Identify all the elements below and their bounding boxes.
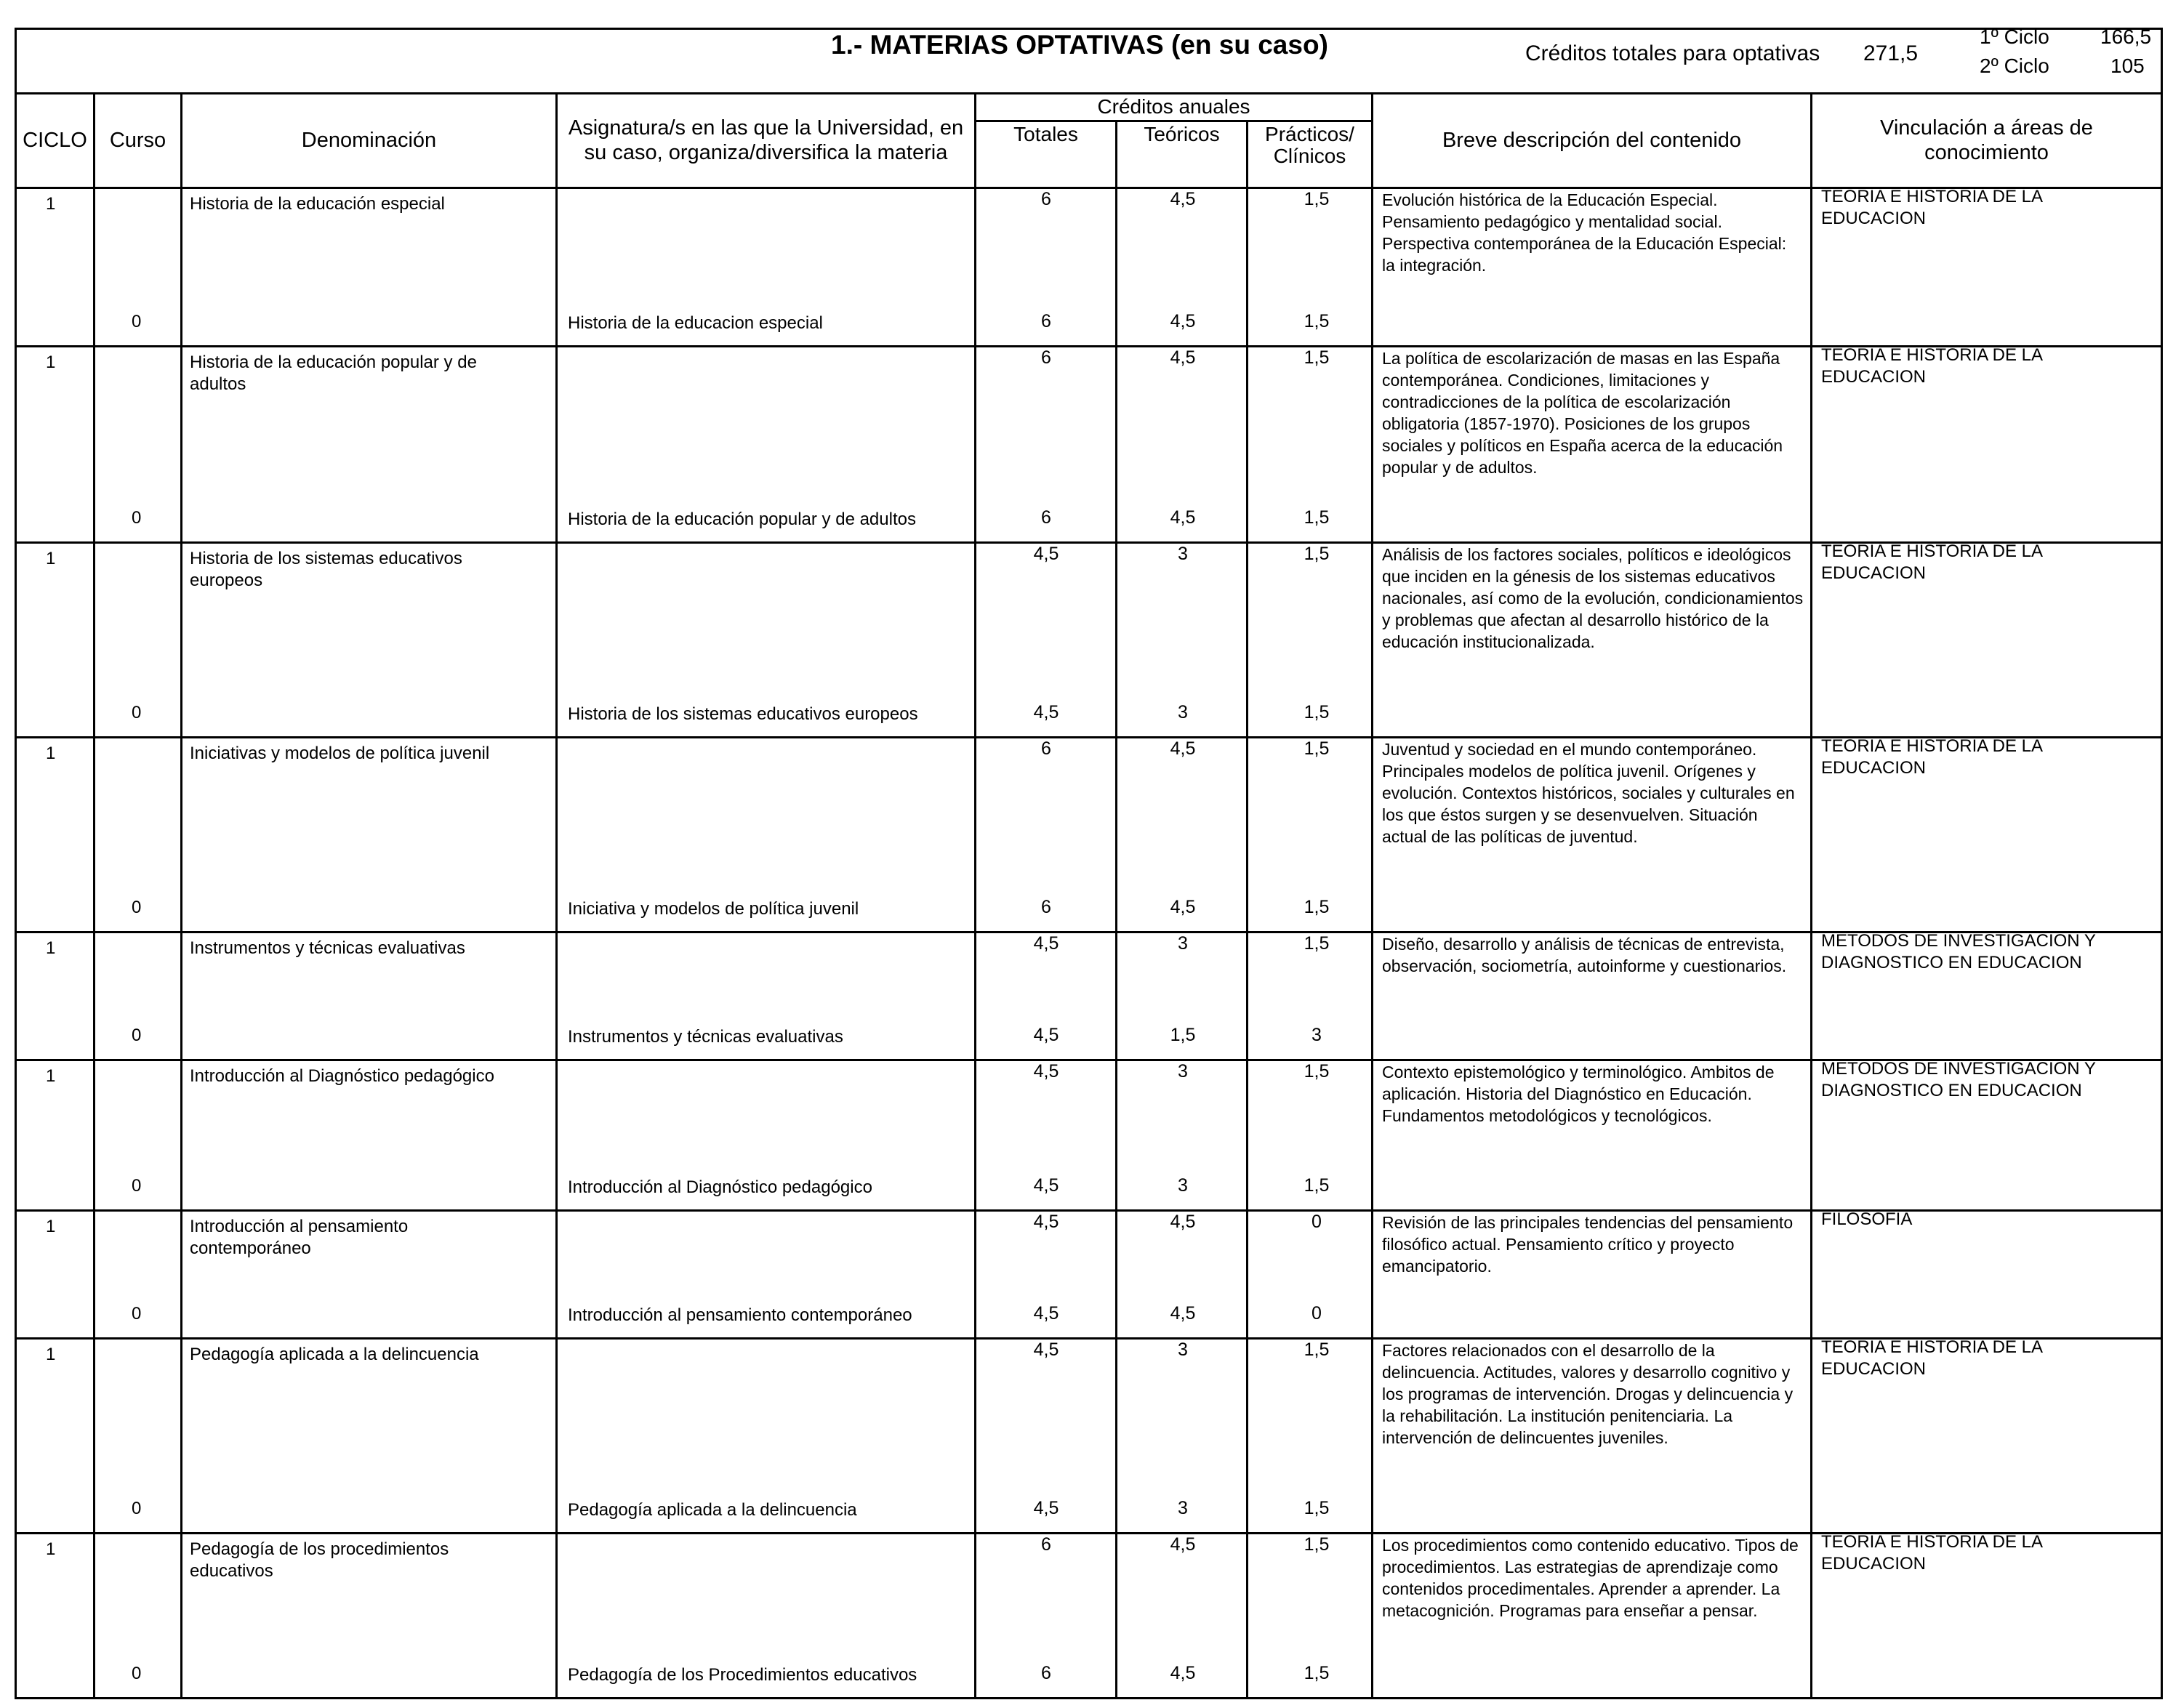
page-title: 1.- MATERIAS OPTATIVAS (en su caso) — [831, 30, 1328, 60]
practicos-value-1: 1,5 — [1304, 544, 1330, 564]
asignatura-value: Iniciativa y modelos de política juvenil — [568, 899, 859, 919]
totales-value-1: 4,5 — [1033, 1340, 1059, 1360]
cell-practicos — [1248, 544, 1373, 736]
area-value: METODOS DE INVESTIGACION Y DIAGNOSTICO EN EDUCACION — [1821, 931, 2096, 972]
ciclo-value: 1 — [46, 1539, 56, 1559]
area-value: TEORIA E HISTORIA DE LA EDUCACION — [1821, 541, 2042, 583]
cell-denominacion — [182, 738, 558, 931]
teoricos-value-1: 4,5 — [1170, 189, 1196, 209]
cell-denominacion — [182, 1061, 558, 1209]
cell-practicos — [1248, 189, 1373, 345]
denominacion-value: Pedagogía aplicada a la delincuencia — [190, 1345, 479, 1364]
cell-asignatura — [558, 1212, 976, 1337]
denominacion-value: Historia de los sistemas educativos europeos — [190, 549, 462, 590]
col-curso: Curso — [95, 93, 182, 187]
total-credits-label: Créditos totales para optativas — [1525, 41, 1820, 65]
table-row — [15, 933, 2163, 1061]
cell-ciclo — [17, 1212, 95, 1337]
totales-value-2: 6 — [1041, 507, 1051, 528]
asignatura-value: Historia de los sistemas educativos europeos — [568, 704, 918, 724]
ciclo-value: 1 — [46, 938, 56, 958]
asignatura-value: Pedagogía de los Procedimientos educativos — [568, 1665, 917, 1685]
ciclo-value: 1 — [46, 353, 56, 372]
cell-denominacion — [182, 1212, 558, 1337]
cell-denominacion — [182, 933, 558, 1059]
col-ciclo: CICLO — [17, 93, 95, 187]
ciclo-value: 1 — [46, 1217, 56, 1236]
cell-totales — [976, 544, 1117, 736]
curso-value: 0 — [132, 1304, 142, 1324]
curso-value: 0 — [132, 898, 142, 917]
cell-teoricos — [1117, 189, 1248, 345]
asignatura-value: Instrumentos y técnicas evaluativas — [568, 1027, 843, 1047]
descripcion-value: Revisión de las principales tendencias del pensamiento filosófico actual. Pensamiento crítico y proyecto emancipatorio. — [1382, 1213, 1794, 1276]
teoricos-value-2: 3 — [1178, 1175, 1188, 1196]
cell-practicos — [1248, 738, 1373, 931]
totales-value-1: 4,5 — [1033, 1212, 1059, 1232]
cell-totales — [976, 189, 1117, 345]
cell-ciclo — [17, 544, 95, 736]
asignatura-value: Historia de la educacion especial — [568, 313, 823, 333]
cell-teoricos — [1117, 1212, 1248, 1337]
teoricos-value-2: 4,5 — [1170, 311, 1196, 331]
table-row — [15, 1337, 2163, 1534]
col-totales: Totales — [976, 122, 1117, 187]
cell-totales — [976, 933, 1117, 1059]
teoricos-value-1: 3 — [1178, 933, 1188, 954]
ciclo-value: 1 — [46, 1345, 56, 1364]
totales-value-2: 6 — [1041, 1663, 1051, 1683]
table-row — [15, 1209, 2163, 1340]
optional-subjects-sheet — [15, 25, 2163, 1699]
totales-value-2: 6 — [1041, 311, 1051, 331]
totales-value-1: 6 — [1041, 347, 1051, 368]
asignatura-value: Introducción al pensamiento contemporáneo — [568, 1305, 912, 1325]
cell-area — [1812, 1534, 2161, 1697]
cell-practicos — [1248, 1061, 1373, 1209]
descripcion-value: Factores relacionados con el desarrollo de la delincuencia. Actitudes, valores y desarrollo cognitivo y los programas de intervención. Drogas y delincuencia y la rehabilitación. La institución penitenciaria. La intervención de delincuentes juveniles. — [1382, 1341, 1794, 1447]
cell-curso — [95, 347, 182, 541]
teoricos-value-1: 4,5 — [1170, 738, 1196, 759]
totales-value-1: 4,5 — [1033, 544, 1059, 564]
cell-teoricos — [1117, 544, 1248, 736]
practicos-value-2: 3 — [1312, 1025, 1322, 1045]
cell-teoricos — [1117, 738, 1248, 931]
descripcion-value: Diseño, desarrollo y análisis de técnicas de entrevista, observación, sociometría, autoinforme y cuestionarios. — [1382, 935, 1787, 975]
totales-value-1: 6 — [1041, 738, 1051, 759]
teoricos-value-2: 4,5 — [1170, 897, 1196, 917]
curso-value: 0 — [132, 1026, 142, 1045]
area-value: TEORIA E HISTORIA DE LA EDUCACION — [1821, 1532, 2042, 1574]
col-descripcion: Breve descripción del contenido — [1373, 93, 1812, 187]
cycle2-label: 2º Ciclo — [1980, 55, 2049, 77]
cell-practicos — [1248, 1212, 1373, 1337]
curso-value: 0 — [132, 508, 142, 528]
cell-ciclo — [17, 1061, 95, 1209]
cell-totales — [976, 738, 1117, 931]
practicos-value-1: 1,5 — [1304, 738, 1330, 759]
cell-descripcion — [1373, 544, 1812, 736]
col-vinculacion: Vinculación a áreas de conocimiento — [1880, 116, 2093, 164]
table-row — [15, 1061, 2163, 1212]
totales-value-2: 6 — [1041, 897, 1051, 917]
cell-practicos — [1248, 933, 1373, 1059]
cycle2-value: 105 — [2110, 55, 2145, 77]
cell-area — [1812, 541, 2161, 736]
ciclo-value: 1 — [46, 194, 56, 214]
totales-value-1: 6 — [1041, 1534, 1051, 1555]
cell-teoricos — [1117, 1061, 1248, 1209]
totales-value-2: 4,5 — [1033, 1498, 1059, 1518]
cycle1-label: 1º Ciclo — [1980, 25, 2049, 48]
cell-ciclo — [17, 1340, 95, 1532]
area-value: TEORIA E HISTORIA DE LA EDUCACION — [1821, 345, 2042, 387]
cell-area — [1812, 933, 2161, 1059]
practicos-value-2: 1,5 — [1304, 1663, 1330, 1683]
denominacion-value: Instrumentos y técnicas evaluativas — [190, 938, 465, 958]
col-denominacion: Denominación — [182, 93, 558, 187]
cell-area — [1812, 1061, 2161, 1209]
practicos-value-1: 1,5 — [1304, 933, 1330, 954]
cell-totales — [976, 1340, 1117, 1532]
descripcion-value: Contexto epistemológico y terminológico. Ambitos de aplicación. Historia del Diagnóstico en Educación. Fundamentos metodológicos y tecnológicos. — [1382, 1063, 1775, 1125]
cell-ciclo — [17, 933, 95, 1059]
cell-curso — [95, 933, 182, 1059]
practicos-value-1: 0 — [1312, 1212, 1322, 1232]
cell-asignatura — [558, 933, 976, 1059]
denominacion-value: Iniciativas y modelos de política juvenil — [190, 744, 490, 763]
practicos-value-2: 1,5 — [1304, 311, 1330, 331]
cell-teoricos — [1117, 347, 1248, 541]
table-header — [15, 93, 2163, 189]
title-band — [15, 25, 2163, 94]
cell-asignatura — [558, 544, 976, 736]
cell-curso — [95, 1534, 182, 1697]
cell-totales — [976, 1534, 1117, 1697]
cell-totales — [976, 347, 1117, 541]
cell-descripcion — [1373, 1061, 1812, 1209]
teoricos-value-1: 4,5 — [1170, 347, 1196, 368]
cell-curso — [95, 738, 182, 931]
cell-curso — [95, 1340, 182, 1532]
cell-teoricos — [1117, 1340, 1248, 1532]
totales-value-2: 4,5 — [1033, 1303, 1059, 1324]
teoricos-value-1: 3 — [1178, 544, 1188, 564]
totales-value-2: 4,5 — [1033, 1175, 1059, 1196]
cell-totales — [976, 1212, 1117, 1337]
cell-asignatura — [558, 1340, 976, 1532]
area-value: TEORIA E HISTORIA DE LA EDUCACION — [1821, 187, 2042, 228]
totales-value-1: 6 — [1041, 189, 1051, 209]
cell-descripcion — [1373, 1340, 1812, 1532]
totales-value-1: 4,5 — [1033, 1061, 1059, 1081]
totales-value-2: 4,5 — [1033, 1025, 1059, 1045]
practicos-value-2: 0 — [1312, 1303, 1322, 1324]
cell-descripcion — [1373, 189, 1812, 345]
denominacion-value: Pedagogía de los procedimientos educativos — [190, 1539, 449, 1581]
table-row — [15, 1534, 2163, 1699]
practicos-value-1: 1,5 — [1304, 189, 1330, 209]
cell-curso — [95, 1061, 182, 1209]
teoricos-value-2: 3 — [1178, 702, 1188, 722]
table-row — [15, 347, 2163, 544]
cell-asignatura — [558, 1534, 976, 1697]
cell-descripcion — [1373, 1534, 1812, 1697]
asignatura-value: Introducción al Diagnóstico pedagógico — [568, 1177, 872, 1197]
cell-ciclo — [17, 189, 95, 345]
cell-descripcion — [1373, 1212, 1812, 1337]
teoricos-value-2: 4,5 — [1170, 1303, 1196, 1324]
practicos-value-1: 1,5 — [1304, 1061, 1330, 1081]
cell-area — [1812, 347, 2161, 541]
area-value: METODOS DE INVESTIGACION Y DIAGNOSTICO EN EDUCACION — [1821, 1059, 2096, 1100]
asignatura-value: Historia de la educación popular y de adultos — [568, 509, 916, 529]
cell-curso — [95, 1212, 182, 1337]
curso-value: 0 — [132, 703, 142, 722]
cell-denominacion — [182, 1340, 558, 1532]
cell-denominacion — [182, 189, 558, 345]
totales-value-2: 4,5 — [1033, 702, 1059, 722]
descripcion-value: Juventud y sociedad en el mundo contemporáneo. Principales modelos de política juvenil. Orígenes y evolución. Contextos históricos, sociales y culturales en los que éstos surgen y se desenvuelven. Situación actual de las políticas de juventud. — [1382, 740, 1795, 846]
curso-value: 0 — [132, 1664, 142, 1683]
area-value: TEORIA E HISTORIA DE LA EDUCACION — [1821, 1337, 2042, 1379]
cell-asignatura — [558, 189, 976, 345]
total-credits-value: 271,5 — [1863, 41, 1919, 65]
area-value: TEORIA E HISTORIA DE LA EDUCACION — [1821, 736, 2042, 778]
practicos-value-1: 1,5 — [1304, 1340, 1330, 1360]
practicos-value-2: 1,5 — [1304, 897, 1330, 917]
practicos-value-1: 1,5 — [1304, 347, 1330, 368]
teoricos-value-2: 3 — [1178, 1498, 1188, 1518]
cell-curso — [95, 544, 182, 736]
denominacion-value: Introducción al Diagnóstico pedagógico — [190, 1066, 494, 1086]
cell-teoricos — [1117, 1534, 1248, 1697]
teoricos-value-1: 3 — [1178, 1340, 1188, 1360]
cell-area — [1812, 738, 2161, 931]
totales-value-1: 4,5 — [1033, 933, 1059, 954]
descripcion-value: Evolución histórica de la Educación Especial. Pensamiento pedagógico y mentalidad social. Perspectiva contemporánea de la Educación Especial: la integración. — [1382, 190, 1787, 275]
cycle1-value: 166,5 — [2100, 25, 2152, 48]
table-row — [15, 738, 2163, 933]
descripcion-value: Los procedimientos como contenido educativo. Tipos de procedimientos. Las estrategias de aprendizaje como contenidos procedimentales. Aprender a aprender. La metacognición. Programas para enseñar a pensar. — [1382, 1536, 1799, 1620]
col-asignaturas: Asignatura/s en las que la Universidad, en su caso, organiza/diversifica la materia — [558, 93, 976, 187]
cell-denominacion — [182, 1534, 558, 1697]
cell-ciclo — [17, 1534, 95, 1697]
denominacion-value: Historia de la educación especial — [190, 194, 445, 214]
ciclo-value: 1 — [46, 549, 56, 568]
teoricos-value-1: 4,5 — [1170, 1534, 1196, 1555]
cell-practicos — [1248, 347, 1373, 541]
cell-asignatura — [558, 738, 976, 931]
practicos-value-2: 1,5 — [1304, 507, 1330, 528]
teoricos-value-2: 4,5 — [1170, 507, 1196, 528]
cell-totales — [976, 1061, 1117, 1209]
ciclo-value: 1 — [46, 744, 56, 763]
practicos-value-2: 1,5 — [1304, 1498, 1330, 1518]
practicos-value-1: 1,5 — [1304, 1534, 1330, 1555]
teoricos-value-2: 4,5 — [1170, 1663, 1196, 1683]
descripcion-value: Análisis de los factores sociales, políticos e ideológicos que inciden en la génesis de los sistemas educativos nacionales, así como de la evolución, condicionamientos y problemas que afectan al desarrollo histórico de la educación institucionalizada. — [1382, 545, 1804, 651]
cell-ciclo — [17, 347, 95, 541]
cell-area — [1812, 189, 2161, 345]
cell-descripcion — [1373, 738, 1812, 931]
col-creditos: Créditos anuales — [976, 93, 1373, 122]
cell-denominacion — [182, 544, 558, 736]
teoricos-value-1: 4,5 — [1170, 1212, 1196, 1232]
cell-asignatura — [558, 347, 976, 541]
curso-value: 0 — [132, 1176, 142, 1196]
teoricos-value-1: 3 — [1178, 1061, 1188, 1081]
cell-asignatura — [558, 1061, 976, 1209]
practicos-value-2: 1,5 — [1304, 702, 1330, 722]
denominacion-value: Introducción al pensamiento contemporáneo — [190, 1217, 409, 1258]
denominacion-value: Historia de la educación popular y de adultos — [190, 353, 477, 394]
asignatura-value: Pedagogía aplicada a la delincuencia — [568, 1500, 857, 1520]
cell-curso — [95, 189, 182, 345]
curso-value: 0 — [132, 312, 142, 331]
col-teoricos: Teóricos — [1117, 122, 1248, 187]
descripcion-value: La política de escolarización de masas en las España contemporánea. Condiciones, limitaciones y contradicciones de la política de escolarización obligatoria (1857-1970). Posiciones de los grupos sociales y políticos en España acerca de la educación popular y de adultos. — [1382, 349, 1783, 477]
cell-practicos — [1248, 1534, 1373, 1697]
cell-denominacion — [182, 347, 558, 541]
teoricos-value-2: 1,5 — [1170, 1025, 1196, 1045]
cell-area — [1812, 1209, 2161, 1337]
curso-value: 0 — [132, 1499, 142, 1518]
col-practicos: Prácticos/ Clínicos — [1248, 122, 1373, 187]
area-value: FILOSOFIA — [1821, 1209, 1913, 1229]
practicos-value-2: 1,5 — [1304, 1175, 1330, 1196]
cell-practicos — [1248, 1340, 1373, 1532]
ciclo-value: 1 — [46, 1066, 56, 1086]
cell-teoricos — [1117, 933, 1248, 1059]
cell-descripcion — [1373, 933, 1812, 1059]
cell-descripcion — [1373, 347, 1812, 541]
table-row — [15, 189, 2163, 347]
table-row — [15, 541, 2163, 738]
cell-ciclo — [17, 738, 95, 931]
cell-area — [1812, 1337, 2161, 1532]
